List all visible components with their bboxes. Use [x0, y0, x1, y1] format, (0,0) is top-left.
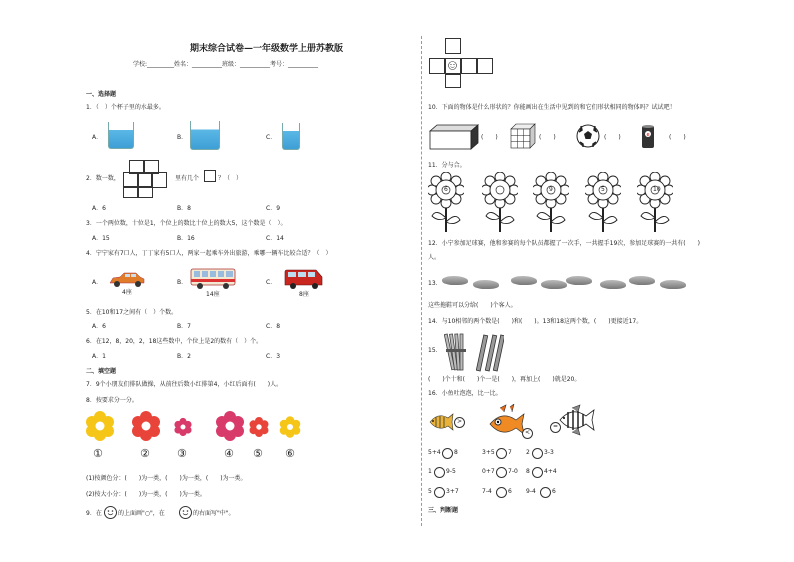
q4-label-c: 8座 [299, 291, 309, 298]
sunflower-2-icon [482, 172, 518, 234]
smiley-icon [104, 506, 117, 519]
flower-3-icon [173, 417, 193, 437]
cmp-circle-0-1[interactable] [496, 448, 507, 459]
flower-5-icon [248, 416, 270, 438]
slipper-6-icon [600, 280, 626, 289]
slipper-1-icon [442, 276, 468, 285]
sunflower-3-icon [533, 172, 569, 234]
cube-icon [204, 170, 216, 182]
bubble-lt: < [522, 428, 533, 439]
q1-option-a: A． [92, 134, 103, 141]
cmp-right-0-0: 8 [454, 449, 458, 456]
question-15: 15． [428, 347, 442, 354]
question-8: 8．按要求分一分。 [86, 397, 138, 404]
cmp-circle-2-2[interactable] [540, 487, 551, 498]
cmp-right-0-2: 3-3 [544, 449, 554, 456]
can-icon [641, 124, 655, 149]
slipper-4-icon [541, 280, 567, 289]
question-3: 3．一个两位数，十位是1，个位上的数比十位上的数大5，这个数是（ ）。 [86, 220, 287, 227]
q4-option-b: B． [177, 279, 188, 286]
page-title: 期末综合试卷—一年级数学上册苏教版 [190, 44, 344, 54]
q1-option-c: C． [266, 134, 277, 141]
question-12: 12．小宁参加足球赛，他和参赛的每个队员都握了一次手，一共握手19次，参加足球赛的一共有( ) [428, 240, 700, 247]
section-choice-title: 一、选择题 [86, 91, 117, 98]
question-14: 14．与10相邻的两个数是( )和( )。13和18这两个数，( )更接近17。 [428, 318, 643, 325]
cmp-circle-0-2[interactable] [532, 448, 543, 459]
q2-option-c: C．9 [266, 205, 281, 212]
q5-option-c: C．8 [266, 323, 281, 330]
stick-bundle-icon [444, 332, 470, 372]
q4-label-b: 14座 [206, 291, 220, 298]
section-judge-title: 三、判断题 [428, 507, 459, 514]
cmp-left-0-0: 5+4 [428, 449, 441, 456]
cup-a-icon [108, 122, 134, 149]
question-15-tail: ( )个十和( )个一是( )，再加上( )就是20。 [428, 376, 581, 383]
cmp-circle-2-0[interactable] [434, 487, 445, 498]
sunflower-5-icon [637, 172, 673, 234]
flower-number-4: ④ [224, 447, 234, 460]
flower-number-1: ① [93, 447, 103, 460]
question-12-tail: 人。 [428, 254, 441, 261]
cmp-right-0-1: 7 [508, 449, 512, 456]
q2-option-b: B．8 [177, 205, 191, 212]
sunflower-number-5: 10 [653, 186, 661, 193]
cmp-left-2-0: 5 [428, 488, 432, 495]
q5-option-b: B．7 [177, 323, 191, 330]
q10-paren-2: ( ) [539, 134, 556, 141]
flower-number-3: ③ [177, 447, 187, 460]
cmp-circle-1-2[interactable] [532, 467, 543, 478]
question-13: 13． [428, 280, 442, 287]
sunflower-1-icon [428, 172, 464, 234]
cup-b-icon [190, 121, 220, 150]
q6-option-a: A．1 [92, 353, 106, 360]
cmp-circle-0-0[interactable] [442, 448, 453, 459]
cmp-right-1-1: 7-0 [508, 468, 518, 475]
slipper-8-icon [660, 280, 686, 289]
question-4: 4．宁宁家有7口人，丁丁家有5口人，两家一起乘车外出旅游，乘哪一辆车比较合适？（ ） [86, 250, 332, 257]
slipper-3-icon [511, 276, 537, 285]
q10-paren-1: ( ) [481, 134, 498, 141]
q1-option-b: B． [177, 134, 188, 141]
q3-option-a: A．15 [92, 235, 110, 242]
q4-option-a: A． [92, 279, 103, 286]
cuboid-box-icon [429, 124, 479, 150]
q2-paren: ？（ ） [218, 175, 243, 182]
slipper-2-icon [473, 280, 499, 289]
q10-paren-4: ( ) [669, 134, 686, 141]
flower-number-2: ② [140, 447, 150, 460]
fish-2-icon [488, 404, 526, 438]
q3-option-c: C．14 [266, 235, 284, 242]
soccer-ball-icon [576, 124, 600, 148]
fish-1-icon [428, 410, 454, 434]
cmp-left-1-1: 0+7 [482, 468, 495, 475]
smiley-icon-2 [179, 506, 192, 519]
question-6: 6．在12，8，20，2，18这些数中，个位上是2的数有（ ）个。 [86, 338, 263, 345]
column-divider [421, 36, 422, 526]
student-info-fields: 学校:_________姓名：__________班级：__________考号：__________ [133, 61, 319, 68]
van-icon [284, 269, 324, 289]
q6-option-c: C．3 [266, 353, 281, 360]
fish-3-icon [558, 404, 596, 436]
sunflower-4-icon [585, 172, 621, 234]
cmp-circle-1-0[interactable] [434, 467, 445, 478]
cmp-left-2-1: 7-4 [482, 488, 492, 495]
q6-option-b: B．2 [177, 353, 191, 360]
cmp-right-1-0: 9-5 [446, 468, 456, 475]
cmp-left-0-1: 3+5 [482, 449, 495, 456]
q2-option-a: A．6 [92, 205, 106, 212]
flower-6-icon [278, 415, 302, 439]
sunflower-number-3: 9 [549, 186, 553, 193]
sunflower-number-1: 6 [444, 186, 448, 193]
rubiks-cube-icon [510, 123, 536, 149]
q5-option-a: A．6 [92, 323, 106, 330]
q2-text-tail: 里有几个 [175, 175, 200, 182]
flower-4-icon [214, 410, 246, 442]
question-7: 7．9个小朋友们排队做操，从前往后数小红排第4，小红后面有( )人。 [86, 381, 283, 388]
cmp-left-0-2: 2 [526, 449, 530, 456]
question-5: 5．在10和17之间有（ ）个数。 [86, 309, 178, 316]
question-11: 11．分与合。 [428, 162, 466, 169]
cube-stack-icon [121, 158, 171, 198]
flower-number-5: ⑤ [253, 447, 263, 460]
q4-label-a: 4座 [122, 289, 132, 296]
cmp-left-1-2: 8 [526, 468, 530, 475]
q8-part-a: (1)按颜色分：( )为一类，( )为一类，( )为一类。 [86, 475, 247, 482]
question-9-a: 9．在 [86, 510, 102, 517]
question-2: 2．数一数， [86, 175, 120, 182]
question-16: 16．小鱼吐泡泡，比一比。 [428, 390, 502, 397]
cup-c-icon [282, 123, 300, 150]
slipper-7-icon [629, 276, 655, 285]
flower-number-6: ⑥ [285, 447, 295, 460]
cmp-circle-1-1[interactable] [496, 467, 507, 478]
flower-1-icon [84, 410, 116, 442]
question-13-tail: 这些拖鞋可以分给( )个客人。 [428, 302, 517, 309]
svg-text:e: e [646, 132, 650, 138]
q4-option-c: C． [266, 279, 277, 286]
single-sticks-icon [476, 334, 504, 372]
question-1: 1．（ ）个杯子里的水最多。 [86, 104, 165, 111]
slipper-5-icon [566, 276, 592, 285]
minibus-icon [190, 268, 236, 290]
bubble-eq: = [550, 422, 561, 433]
q3-option-b: B．16 [177, 235, 195, 242]
cmp-right-2-0: 3+7 [446, 488, 459, 495]
cmp-right-2-1: 6 [508, 488, 512, 495]
cmp-left-2-2: 9-4 [526, 488, 536, 495]
bubble-gt-1: > [454, 417, 465, 428]
section-fill-title: 二、填空题 [86, 368, 117, 375]
question-9-c: 的右面写"中"。 [193, 510, 235, 517]
cmp-circle-2-1[interactable] [496, 487, 507, 498]
car-icon [108, 272, 146, 288]
cmp-right-1-2: 4+4 [544, 468, 557, 475]
cube-net-icon [429, 38, 493, 88]
q8-part-b: (2)按大小分：( )为一类，( )为一类。 [86, 491, 206, 498]
sunflower-number-4: 5 [601, 186, 605, 193]
flower-2-icon [130, 410, 162, 442]
question-10: 10．下面的物体是什么形状的？你能画出在生活中见到的和它们形状相同的物体吗？试试吧！ [428, 104, 676, 111]
q10-paren-3: ( ) [604, 134, 621, 141]
cmp-left-1-0: 1 [428, 468, 432, 475]
question-9-b: 的上面画"○"，在 [118, 510, 165, 517]
cmp-right-2-2: 6 [552, 488, 556, 495]
